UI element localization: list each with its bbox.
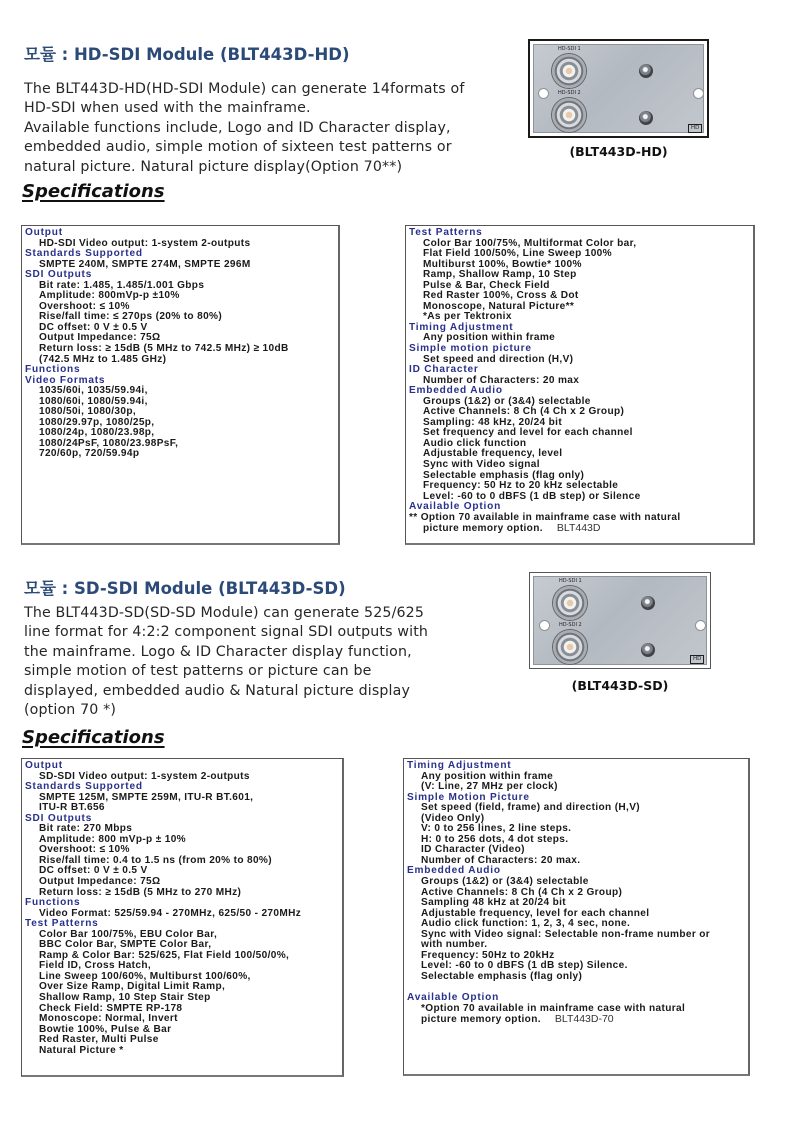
- hd-module-title: 모듈 : HD-SDI Module (BLT443D-HD): [24, 45, 350, 64]
- spec-item-text: 720/60p, 720/59.94p: [39, 448, 140, 460]
- module-panel-image: [533, 44, 704, 133]
- spec-item-text: Pulse & Bar, Check Field: [423, 279, 550, 291]
- spec-item-text: V: 0 to 256 lines, 2 line steps.: [421, 823, 572, 835]
- spec-category-label: Functions: [25, 364, 81, 376]
- spec-item-text: Return loss: ≥ 15dB (5 MHz to 270 MHz): [39, 886, 242, 898]
- spec-item-text: Flat Field 100/50%, Line Sweep 100%: [423, 248, 612, 260]
- spec-item: [407, 1014, 748, 1026]
- spec-item-text: 1035/60i, 1035/59.94i,: [39, 385, 148, 397]
- spec-item-text: Rise/fall time: ≤ 270ps (20% to 80%): [39, 311, 223, 323]
- spec-category-label: Timing Adjustment: [409, 321, 514, 333]
- spec-category-label: Test Patterns: [409, 227, 483, 238]
- spec-item-text: Set speed and direction (H,V): [423, 353, 574, 365]
- mounting-hole-icon: [696, 621, 705, 630]
- port-label-2: HD-SDI 2: [558, 90, 581, 96]
- spec-item-text: Active Channels: 8 Ch (4 Ch x 2 Group): [421, 886, 623, 898]
- spec-item: [25, 449, 338, 460]
- spec-category-label: ID Character: [409, 364, 479, 376]
- spec-item-text: Sampling 48 kHz at 20/24 bit: [421, 897, 566, 909]
- description-line: line format for 4:2:2 component signal SDI outputs with: [24, 624, 429, 641]
- spec-item: [409, 523, 753, 535]
- spec-item-text: Video Format: 525/59.94 - 270MHz, 625/50 - 270MHz: [39, 907, 302, 919]
- sd-spec-box-right: [403, 758, 750, 1076]
- spec-item-text: Adjustable frequency, level for each channel: [421, 907, 650, 919]
- bnc-connector-icon: [553, 586, 587, 620]
- description-line: displayed, embedded audio & Natural picture display: [24, 682, 410, 699]
- spec-item-text: Bit rate: 1.485, 1.485/1.001 Gbps: [39, 279, 205, 291]
- sd-module-description: [24, 604, 428, 720]
- spec-item-text: Selectable emphasis (flag only): [423, 469, 585, 481]
- description-line: The BLT443D-HD(HD-SDI Module) can generate 14formats of: [24, 81, 465, 97]
- spec-item-text: Any position within frame: [423, 332, 556, 344]
- sd-module-title: 모듈 : SD-SDI Module (BLT443D-SD): [24, 579, 346, 598]
- bnc-connector-icon: [552, 98, 586, 132]
- spec-item-text: Overshoot: ≤ 10%: [39, 844, 130, 856]
- spec-item-text: Groups (1&2) or (3&4) selectable: [423, 395, 591, 407]
- screw-icon: [639, 64, 653, 78]
- description-line: simple motion of test patterns or picture can be: [24, 663, 372, 680]
- spec-item-text: picture memory option.: [421, 1014, 541, 1026]
- spec-item-text: Set speed (field, frame) and direction (H,V): [421, 802, 640, 814]
- spec-item-text: Color Bar 100/75%, EBU Color Bar,: [39, 928, 218, 940]
- spec-item-text: Bit rate: 270 Mbps: [39, 823, 133, 835]
- spec-category-label: Available Option: [409, 501, 502, 513]
- spec-item-text: Selectable emphasis (flag only): [421, 970, 583, 982]
- spec-item-text: Ramp, Shallow Ramp, 10 Step: [423, 269, 577, 281]
- mounting-hole-icon: [540, 621, 549, 630]
- hd-spec-box-left: [21, 225, 340, 545]
- spec-category-label: SDI Outputs: [25, 269, 93, 281]
- spec-item-text: Groups (1&2) or (3&4) selectable: [421, 876, 589, 888]
- spec-item-text: Sampling: 48 kHz, 20/24 bit: [423, 416, 563, 428]
- port-label-2: HD-SDI 2: [559, 622, 582, 628]
- spec-item-text: picture memory option.: [423, 523, 543, 535]
- spec-item-text: Audio click function: [423, 437, 527, 449]
- spec-item-text: (742.5 MHz to 1.485 GHz): [39, 353, 167, 365]
- spec-category-label: Simple motion picture: [409, 343, 532, 355]
- spec-item-text: Frequency: 50 Hz to 20 kHz selectable: [423, 480, 619, 492]
- spec-item-text: Audio click function: 1, 2, 3, 4 sec, none.: [421, 918, 631, 930]
- spec-item-text: Any position within frame: [421, 770, 554, 782]
- spec-category-label: Functions: [25, 897, 81, 909]
- spec-item-text: Overshoot: ≤ 10%: [39, 300, 130, 312]
- spec-item-text: Natural Picture *: [39, 1044, 124, 1056]
- spec-category-label: Simple Motion Picture: [407, 791, 530, 803]
- spec-item-text: Active Channels: 8 Ch (4 Ch x 2 Group): [423, 406, 625, 418]
- sd-spec-box-left: [21, 758, 344, 1077]
- hd-spec-left-list: [25, 228, 338, 460]
- sd-module-photo: [529, 572, 711, 669]
- hd-badge: HD: [688, 124, 702, 133]
- model-code-label: BLT443D: [556, 522, 601, 535]
- description-line: the mainframe. Logo & ID Character display function,: [24, 643, 412, 660]
- spec-category-label: Standards Supported: [25, 248, 143, 260]
- spec-item-text: Number of Characters: 20 max.: [421, 854, 581, 866]
- spec-item-text: Over Size Ramp, Digital Limit Ramp,: [39, 981, 226, 993]
- spec-item-text: Sync with Video signal: Selectable non-frame number or: [421, 928, 711, 940]
- spec-item-text: ITU-R BT.656: [39, 802, 105, 814]
- spec-category-label: Output: [25, 760, 63, 771]
- bnc-connector-icon: [553, 630, 587, 664]
- description-line: Available functions include, Logo and ID Character display,: [24, 119, 451, 136]
- spec-item-text: Level: -60 to 0 dBFS (1 dB step) or Silence: [423, 490, 641, 502]
- description-line: The BLT443D-SD(SD-SD Module) can generate 525/625: [24, 605, 425, 621]
- port-label-1: HD-SDI 1: [558, 46, 581, 52]
- bnc-connector-icon: [552, 54, 586, 88]
- spec-item-text: Line Sweep 100/60%, Multiburst 100/60%,: [39, 970, 251, 982]
- spec-item-text: Return loss: ≥ 15dB (5 MHz to 742.5 MHz) ≥ 10dB: [39, 343, 289, 355]
- spec-item-text: Red Raster 100%, Cross & Dot: [423, 290, 579, 302]
- spec-item-text: Red Raster, Multi Pulse: [39, 1034, 159, 1046]
- spec-category-label: Standards Supported: [25, 781, 143, 793]
- spec-item-text: 1080/24p, 1080/23.98p,: [39, 427, 155, 439]
- spec-item-text: Set frequency and level for each channel: [423, 427, 633, 439]
- sd-specifications-heading: Specifications: [22, 727, 165, 748]
- hd-photo-caption: (BLT443D-HD): [569, 144, 668, 159]
- spec-item-text: ** Option 70 available in mainframe case with natural: [409, 511, 681, 523]
- sd-photo-caption: (BLT443D-SD): [571, 678, 669, 693]
- spec-item-text: Ramp & Color Bar: 525/625, Flat Field 100/50/0%,: [39, 949, 290, 961]
- hd-spec-right-list: [409, 228, 753, 535]
- spec-item-text: Field ID, Cross Hatch,: [39, 960, 152, 972]
- hd-specifications-heading: Specifications: [22, 181, 165, 202]
- spec-item-text: Output Impedance: 75Ω: [39, 876, 161, 888]
- spec-item-text: 1080/24PsF, 1080/23.98PsF,: [39, 437, 179, 449]
- sd-spec-right-list: [407, 761, 748, 1026]
- spec-item-text: (V: Line, 27 MHz per clock): [421, 781, 558, 793]
- spec-category-label: SDI Outputs: [25, 812, 93, 824]
- spec-item-text: Amplitude: 800mVp-p ±10%: [39, 290, 180, 302]
- spec-item-text: BBC Color Bar, SMPTE Color Bar,: [39, 939, 212, 951]
- spec-item-text: Amplitude: 800 mVp-p ± 10%: [39, 833, 187, 845]
- hd-module-description: [24, 80, 464, 177]
- spec-item-text: SD-SDI Video output: 1-system 2-outputs: [39, 770, 250, 782]
- spec-item-text: H: 0 to 256 dots, 4 dot steps.: [421, 833, 569, 845]
- description-line: embedded audio, simple motion of sixteen test patterns or: [24, 139, 452, 156]
- module-panel-image: [533, 576, 707, 665]
- spec-category-label: Embedded Audio: [407, 865, 501, 877]
- spec-item-text: Multiburst 100%, Bowtie* 100%: [423, 258, 582, 270]
- spec-item-text: Level: -60 to 0 dBFS (1 dB step) Silence.: [421, 960, 628, 972]
- spec-item-text: Rise/fall time: 0.4 to 1.5 ns (from 20% to 80%): [39, 854, 272, 866]
- spec-item: [25, 1046, 342, 1057]
- spec-item-text: Color Bar 100/75%, Multiformat Color bar,: [423, 237, 637, 249]
- screw-icon: [641, 596, 655, 610]
- model-code-label: BLT443D-70: [554, 1013, 614, 1026]
- spec-item-text: DC offset: 0 V ± 0.5 V: [39, 321, 148, 333]
- mounting-hole-icon: [694, 89, 703, 98]
- spec-item-text: *Option 70 available in mainframe case with natural: [421, 1002, 686, 1014]
- screw-icon: [641, 643, 655, 657]
- spec-item-text: Frequency: 50Hz to 20kHz: [421, 949, 555, 961]
- spec-item-text: DC offset: 0 V ± 0.5 V: [39, 865, 148, 877]
- spec-category-label: Test Patterns: [25, 918, 99, 930]
- spec-item-text: Check Field: SMPTE RP-178: [39, 1002, 183, 1014]
- description-line: (option 70 *): [24, 702, 117, 719]
- description-line: natural picture. Natural picture display(Option 70**): [24, 158, 403, 175]
- sd-spec-left-list: [25, 761, 342, 1056]
- spec-item-text: Number of Characters: 20 max: [423, 374, 580, 386]
- spec-category-label: Timing Adjustment: [407, 760, 512, 771]
- spec-item-text: 1080/29.97p, 1080/25p,: [39, 416, 155, 428]
- spec-item-text: SMPTE 125M, SMPTE 259M, ITU-R BT.601,: [39, 791, 254, 803]
- description-line: HD-SDI when used with the mainframe.: [24, 100, 311, 117]
- spec-item-text: Output Impedance: 75Ω: [39, 332, 161, 344]
- spec-item-text: Bowtie 100%, Pulse & Bar: [39, 1023, 172, 1035]
- spec-item-text: ID Character (Video): [421, 844, 525, 856]
- spec-item-text: Adjustable frequency, level: [423, 448, 563, 460]
- spec-item-text: Sync with Video signal: [423, 459, 540, 471]
- spec-item-text: HD-SDI Video output: 1-system 2-outputs: [39, 237, 251, 249]
- spec-category-label: Video Formats: [25, 374, 106, 386]
- spec-item-text: (Video Only): [421, 812, 485, 824]
- spec-item: [407, 972, 748, 983]
- hd-spec-box-right: [405, 225, 755, 545]
- spec-item-text: Monoscope, Natural Picture**: [423, 300, 575, 312]
- spec-category-label: Output: [25, 227, 63, 238]
- mounting-hole-icon: [539, 89, 548, 98]
- spec-item-text: Monoscope: Normal, Invert: [39, 1013, 178, 1025]
- spec-item-text: 1080/60i, 1080/59.94i,: [39, 395, 148, 407]
- hd-module-photo: [528, 39, 709, 138]
- screw-icon: [639, 111, 653, 125]
- spec-category-label: Available Option: [407, 992, 500, 1004]
- spec-item-text: *As per Tektronix: [423, 311, 512, 323]
- spec-item-text: with number.: [421, 939, 488, 951]
- port-label-1: HD-SDI 1: [559, 578, 582, 584]
- spec-item-text: 1080/50i, 1080/30p,: [39, 406, 137, 418]
- spec-item-text: Shallow Ramp, 10 Step Stair Step: [39, 992, 211, 1004]
- spec-item-text: SMPTE 240M, SMPTE 274M, SMPTE 296M: [39, 258, 251, 270]
- hd-badge: HD: [690, 655, 704, 664]
- spec-category-label: Embedded Audio: [409, 385, 503, 397]
